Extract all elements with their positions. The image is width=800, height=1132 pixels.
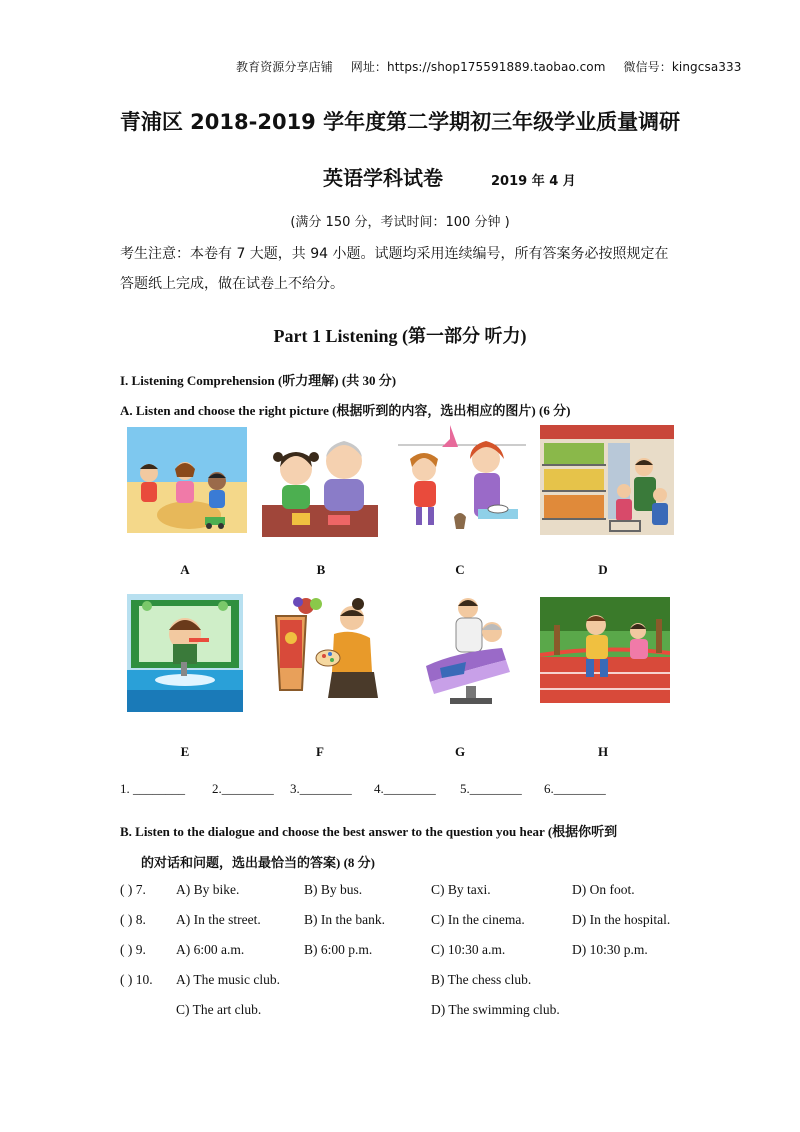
option-a: A) 6:00 a.m. — [176, 942, 245, 957]
answer-blank-5[interactable]: 5.________ — [460, 781, 522, 796]
picture-label-b: B — [316, 562, 326, 577]
question-number[interactable]: ( ) 9. — [120, 942, 146, 957]
question-number[interactable]: ( ) 8. — [120, 912, 146, 927]
boy-brushing-teeth-icon — [127, 594, 243, 712]
question-number[interactable]: ( ) 7. — [120, 882, 146, 897]
girl-grandma-crafts-icon — [262, 427, 378, 537]
picture-label-c: C — [455, 562, 465, 577]
part1-heading: Part 1 Listening (第一部分 听力) — [273, 326, 527, 346]
dentist-patient-icon — [406, 594, 524, 706]
option-d: D) In the hospital. — [572, 912, 671, 927]
kids-running-race-icon — [540, 597, 670, 703]
option-b: B) 6:00 p.m. — [304, 942, 373, 957]
option-c: C) By taxi. — [431, 882, 491, 897]
header-shop: 教育资源分享店铺 — [236, 60, 333, 74]
section-a-heading: A. Listen and choose the right picture (根据听到的内容，选出相应的图片) (6 分) — [120, 403, 571, 418]
question-number[interactable]: ( ) 10. — [120, 972, 153, 987]
option-c: C) 10:30 a.m. — [431, 942, 506, 957]
header-wechat: 微信号：kingcsa333 — [623, 60, 742, 74]
exam-subject: 英语学科试卷 — [323, 166, 443, 190]
option-d: D) On foot. — [572, 882, 635, 897]
supermarket-shopping-icon — [540, 425, 674, 535]
option-d: D) 10:30 p.m. — [572, 942, 648, 957]
option-d: D) The swimming club. — [431, 1002, 560, 1017]
section-b-heading-cont: 的对话和问题，选出最恰当的答案) (8 分) — [141, 855, 375, 870]
picture-label-d: D — [598, 562, 608, 577]
option-c: C) The art club. — [176, 1002, 262, 1017]
option-b: B) The chess club. — [431, 972, 532, 987]
section-b-heading: B. Listen to the dialogue and choose the best answer to the question you hear (根据你听到 — [120, 824, 618, 839]
option-b: B) In the bank. — [304, 912, 385, 927]
woman-painting-icon — [262, 594, 384, 706]
answer-blank-4[interactable]: 4.________ — [374, 781, 436, 796]
exam-notice: 考生注意：本卷有 7 大题，共 94 小题。试题均采用连续编号，所有答案务必按照规定在答题纸上完成，做在试卷上不给分。 — [120, 246, 669, 292]
picture-label-a: A — [180, 562, 190, 577]
score-time: (满分 150 分，考试时间：100 分钟 ) — [290, 215, 510, 230]
page-header — [236, 58, 755, 75]
mom-washing-dishes-icon — [398, 425, 526, 537]
option-c: C) In the cinema. — [431, 912, 525, 927]
option-a: A) By bike. — [176, 882, 240, 897]
option-b: B) By bus. — [304, 882, 363, 897]
exam-title: 青浦区 2018-2019 学年度第二学期初三年级学业质量调研 — [119, 110, 681, 134]
picture-label-f: F — [316, 744, 324, 759]
picture-label-g: G — [454, 744, 466, 759]
answer-blank-2[interactable]: 2.________ — [212, 781, 274, 796]
option-a: A) The music club. — [176, 972, 280, 987]
answer-blank-6[interactable]: 6.________ — [544, 781, 606, 796]
option-a: A) In the street. — [176, 912, 261, 927]
header-url: 网址：https://shop175591889.taobao.com — [350, 60, 606, 74]
section-i-heading: I. Listening Comprehension (听力理解) (共 30 分) — [120, 373, 397, 388]
answer-blank-1[interactable]: 1. ________ — [120, 781, 185, 796]
picture-label-e: E — [180, 744, 190, 759]
exam-date: 2019 年 4 月 — [491, 174, 576, 189]
answer-blank-3[interactable]: 3.________ — [290, 781, 352, 796]
picture-label-h: H — [597, 744, 609, 759]
kids-playing-sand-icon — [127, 427, 247, 533]
